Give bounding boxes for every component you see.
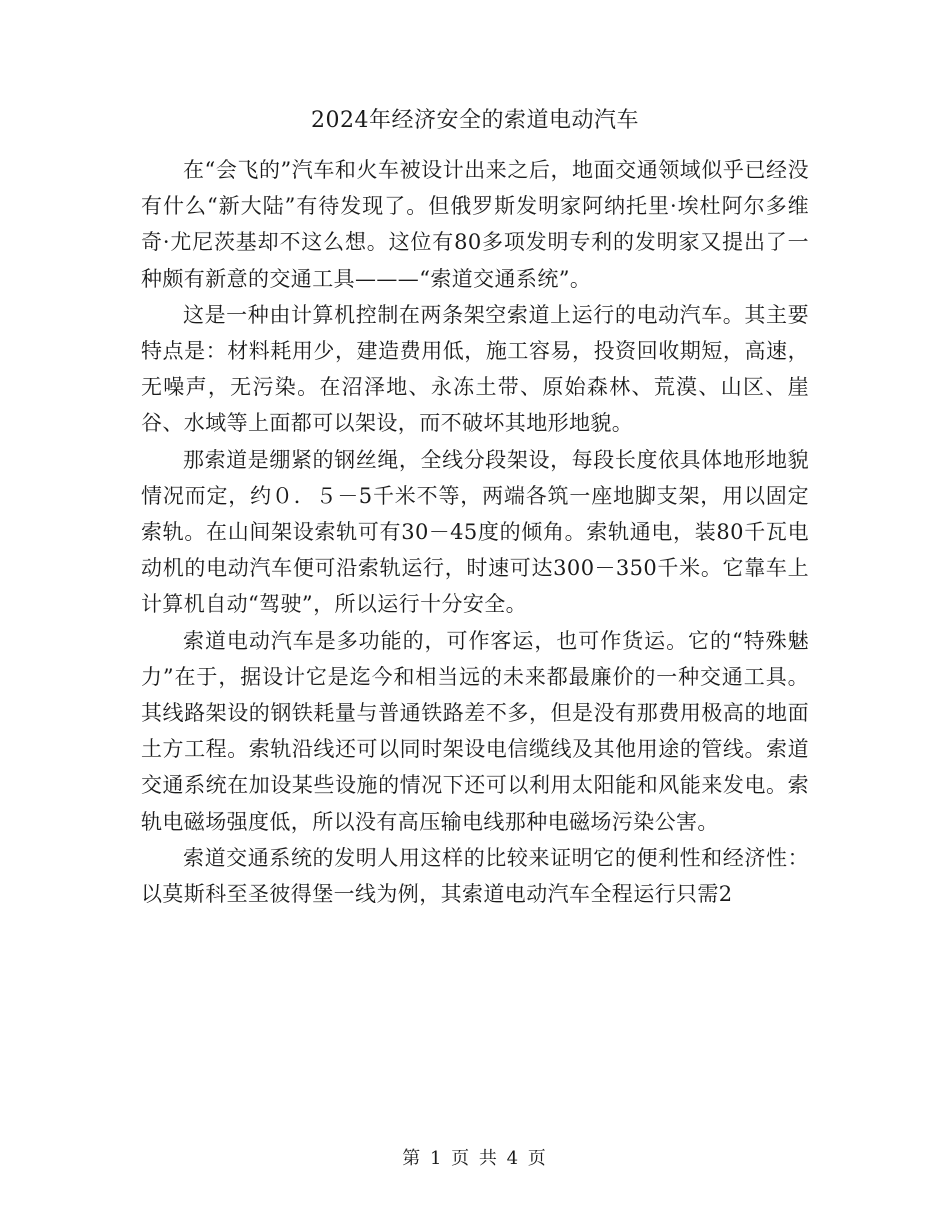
page-number-footer: 第 1 页 共 4 页	[402, 1148, 548, 1169]
paragraph-3: 那索道是绷紧的钢丝绳，全线分段架设，每段长度依具体地形地貌情况而定，约０．５－5千米不等，两端各筑一座地脚支架，用以固定索轨。在山间架设索轨可有30－45度的倾角。索轨通电，装80千瓦电动机的电动汽车便可沿索轨运行，时速可达300－350千米。它靠车上计算机自动“驾驶”，所以运行十分安全。	[141, 447, 809, 617]
paragraph-4: 索道电动汽车是多功能的，可作客运，也可作货运。它的“特殊魅力”在于，据设计它是迄今和相当远的未来都最廉价的一种交通工具。其线路架设的钢铁耗量与普通铁路差不多，但是没有那费用极高的地面土方工程。索轨沿线还可以同时架设电信缆线及其他用途的管线。索道交通系统在加设某些设施的情况下还可以利用太阳能和风能来发电。索轨电磁场强度低，所以没有高压输电线那种电磁场污染公害。	[141, 628, 809, 834]
document-body	[141, 152, 809, 912]
paragraph-5: 索道交通系统的发明人用这样的比较来证明它的便利性和经济性：以莫斯科至圣彼得堡一线为例，其索道电动汽车全程运行只需2	[141, 845, 809, 907]
paragraph-2: 这是一种由计算机控制在两条架空索道上运行的电动汽车。其主要特点是：材料耗用少，建造费用低，施工容易，投资回收期短，高速，无噪声，无污染。在沼泽地、永冻土带、原始森林、荒漠、山区、崖谷、水域等上面都可以架设，而不破坏其地形地貌。	[141, 302, 809, 436]
document-title: 2024年经济安全的索道电动汽车	[311, 108, 639, 133]
paragraph-1: 在“会飞的”汽车和火车被设计出来之后，地面交通领域似乎已经没有什么“新大陆”有待发现了。但俄罗斯发明家阿纳托里·埃杜阿尔多维奇·尤尼茨基却不这么想。这位有80多项发明专利的发明家又提出了一种颇有新意的交通工具———“索道交通系统”。	[141, 158, 809, 291]
